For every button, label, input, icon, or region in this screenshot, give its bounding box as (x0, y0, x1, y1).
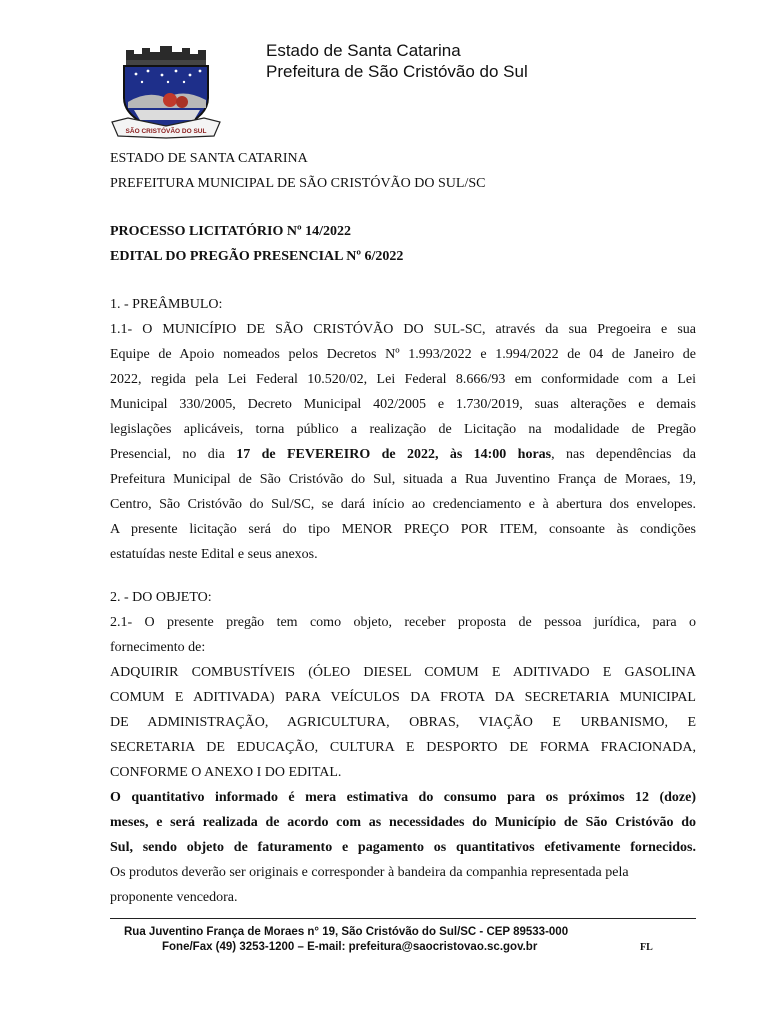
section-object-title: 2. - DO OBJETO: (110, 590, 212, 605)
preamble-line: Prefeitura Municipal de São Cristóvão do Sul, situada a Rua Juventino França de Moraes, 19, (110, 472, 696, 487)
preamble-line: estatuídas neste Edital e seus anexos. (110, 547, 318, 562)
page-fl-mark: FL (640, 942, 653, 953)
preamble-line: Centro, São Cristóvão do Sul/SC, se dará início ao credenciamento e à abertura dos envelopes. (110, 497, 696, 512)
products-line: proponente vencedora. (110, 890, 238, 905)
document-body (110, 146, 696, 910)
letterhead-city-hall: Prefeitura de São Cristóvão do Sul (266, 62, 528, 81)
footer (110, 925, 696, 955)
preamble-date-post: , nas dependências da (551, 447, 696, 462)
estimate-note-line: Sul, sendo objeto de faturamento e pagamento os quantitativos efetivamente fornecidos. (110, 840, 696, 855)
prefeitura-line: PREFEITURA MUNICIPAL DE SÃO CRISTÓVÃO DO SUL/SC (110, 176, 486, 191)
preamble-line: 2022, regida pela Lei Federal 10.520/02, Lei Federal 8.666/93 em conformidade com a Lei (110, 372, 696, 387)
preamble-date-line (110, 442, 696, 467)
state-line: ESTADO DE SANTA CATARINA (110, 151, 308, 166)
object-description-line: SECRETARIA DE EDUCAÇÃO, CULTURA E DESPORTO DE FORMA FRACIONADA, (110, 740, 696, 755)
preamble-line: Equipe de Apoio nomeados pelos Decretos Nº 1.993/2022 e 1.994/2022 de 04 de Janeiro de (110, 347, 696, 362)
products-line: Os produtos deverão ser originais e corresponder à bandeira da companhia representada pela (110, 865, 629, 880)
object-line: fornecimento de: (110, 640, 206, 655)
footer-contact: Fone/Fax (49) 3253-1200 – E-mail: prefeitura@saocristovao.sc.gov.br (162, 941, 538, 953)
estimate-note-line: O quantitativo informado é mera estimativa do consumo para os próximos 12 (doze) (110, 790, 696, 805)
municipal-crest-icon (108, 40, 224, 140)
letterhead (266, 40, 528, 82)
preamble-date-pre: Presencial, no dia (110, 447, 237, 462)
preamble-line: Municipal 330/2005, Decreto Municipal 402/2005 e 1.730/2019, suas alterações e demais (110, 397, 696, 412)
object-description-line: ADQUIRIR COMBUSTÍVEIS (ÓLEO DIESEL COMUM E ADITIVADO E GASOLINA (110, 665, 696, 680)
object-line: 2.1- O presente pregão tem como objeto, receber proposta de pessoa jurídica, para o (110, 615, 696, 630)
preamble-line: legislações aplicáveis, torna público a realização de Licitação na modalidade de Pregão (110, 422, 696, 437)
session-date: 17 de FEVEREIRO de 2022, às 14:00 horas (236, 447, 552, 462)
crest-ribbon-text: SÃO CRISTÓVÃO DO SUL (125, 128, 207, 135)
footer-address: Rua Juventino França de Moraes n° 19, São Cristóvão do Sul/SC - CEP 89533-000 (124, 926, 569, 938)
estimate-note-line: meses, e será realizada de acordo com as necessidades do Município de São Cristóvão do (110, 815, 696, 830)
footer-divider (110, 918, 696, 919)
letterhead-state: Estado de Santa Catarina (266, 41, 461, 60)
preamble-line: A presente licitação será do tipo MENOR PREÇO POR ITEM, consoante às condições (110, 522, 696, 537)
preamble-line: 1.1- O MUNICÍPIO DE SÃO CRISTÓVÃO DO SUL-SC, através da sua Pregoeira e sua (110, 322, 696, 337)
object-description-line: COMUM E ADITIVADA) PARA VEÍCULOS DA FROTA DA SECRETARIA MUNICIPAL (110, 690, 696, 705)
edital-number: EDITAL DO PREGÃO PRESENCIAL Nº 6/2022 (110, 249, 404, 264)
process-number: PROCESSO LICITATÓRIO Nº 14/2022 (110, 224, 351, 239)
object-description-line: CONFORME O ANEXO I DO EDITAL. (110, 765, 342, 780)
section-preamble-title: 1. - PREÂMBULO: (110, 297, 223, 312)
object-description-line: DE ADMINISTRAÇÃO, AGRICULTURA, OBRAS, VIAÇÃO E URBANISMO, E (110, 715, 696, 730)
